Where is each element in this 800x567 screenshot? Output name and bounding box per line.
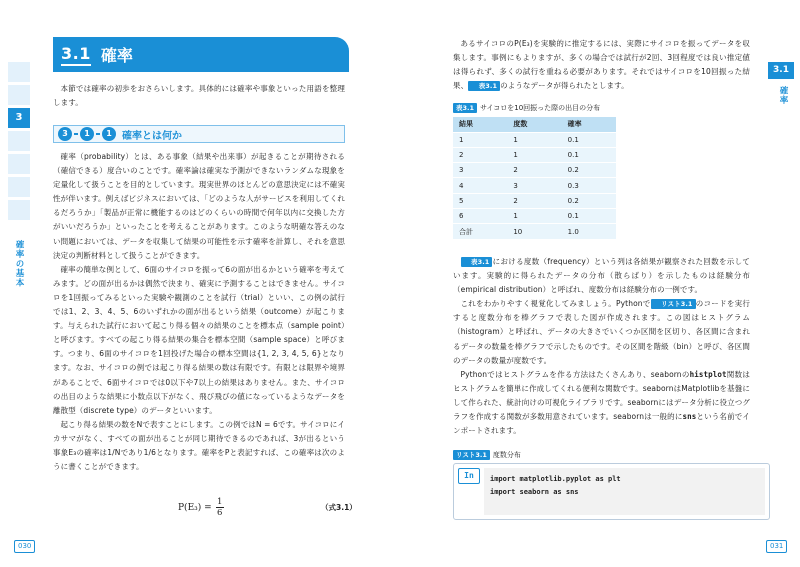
cell: 4 [453,178,507,193]
numerator: 1 [216,497,223,507]
table-caption [453,103,600,113]
cell: 0.1 [562,208,616,223]
subsection-num-3: 1 [102,127,116,141]
paragraph-text: における度数（frequency）という列は各結果が観察された回数を示しています。実験的に得られたデータの分布（散らばり）を示したものは経験分布（empirical distribution）と呼ばれ、度数分布は経験分布の一例です。 [453,257,750,295]
cell: 3 [453,163,507,178]
table-row [453,178,616,193]
subsection-header [53,125,345,143]
paragraph-text: のコードを実行すると度数分布を棒グラフで表した図が作成されます。この図はヒストグラム（histogram）と呼ばれ、データの大きさでいくつか区間を区切り、各区間に含まれるデータの数量を棒グラフで示したものです。その区間を階級（bin）と呼び、各区間のデータの数量が度数です。 [453,299,750,365]
cell: 合計 [453,224,507,239]
body-text-right [453,255,750,438]
fraction [216,497,224,518]
table-ref-badge[interactable]: 表3.1 [461,257,493,267]
header-probability: 確率 [562,117,616,132]
code-listing [453,463,770,520]
table-total-row [453,224,616,239]
table-caption-text: サイコロを10回振った際の出目の分布 [480,104,601,112]
intro-tail: のようなデータが得られたとします。 [500,81,629,91]
section-tab-right[interactable]: 3.1 [768,62,794,79]
chapter-vertical-label: 確率の基本 [14,240,24,288]
chapter-tab[interactable] [8,177,30,197]
paragraph-text: という名前でインポートされます。 [453,412,750,436]
chapter-tab-active[interactable]: 3 [8,108,30,128]
body-text-left [53,150,345,474]
subsection-title: 確率とは何か [122,130,182,142]
dash [74,133,78,135]
header-result: 結果 [453,117,507,132]
table-row [453,132,616,147]
inline-code: histplot [689,369,727,379]
paragraph [453,37,750,93]
chapter-tab[interactable] [8,154,30,174]
code-line: import seaborn as sns [490,488,579,496]
header-frequency: 度数 [507,117,561,132]
cell: 0.1 [562,147,616,162]
cell: 0.2 [562,193,616,208]
section-number: 3.1 [61,44,91,66]
cell: 10 [507,224,561,239]
code-box[interactable] [484,468,765,515]
table-header-row [453,117,616,132]
page-number-left: 030 [14,540,35,553]
cell: 1 [507,132,561,147]
section-intro [53,82,345,110]
frequency-table [453,117,616,239]
section-vertical-label: 確率 [778,86,788,105]
chapter-tabs [8,62,30,223]
right-intro [453,37,750,93]
cell: 0.2 [562,163,616,178]
paragraph: 確率の簡単な例として、6面のサイコロを振って6の面が出るかという確率を考えてみます。どの面が出るかは偶然で決まり、確実に予測することはできません。サイコロを1回振ってみるといった実験や観測のことを試行（trial）といい、この例の試行では1、2、3、4、5、6のいずれかの面が出るという結果（outcome）が起こります。与えられた試行において起こり得る個々の結果のことを標本点（sample point）と呼びます。すべての起こり得る結果の集合を標本空間（sample space）と呼びます。つまり、6面のサイコロを1回投げた場合の標本空間は{1, 2, 3, 4, 5, 6}となります。なお、サイコロの例では起こり得る結果の数は有限です。有限とは限界や境界があることで、6面サイコロでは0以下や7以上の結果はありません。また、サイコロの出目のような結果に小数点以下がなく、飛び飛びの値になっているようなデータを離散型（discrete type）のデータといいます。 [53,264,345,415]
cell: 1 [453,132,507,147]
chapter-tab[interactable] [8,131,30,151]
page-number-right: 031 [766,540,787,553]
cell: 1 [507,147,561,162]
cell: 1.0 [562,224,616,239]
dash [96,133,100,135]
paragraph [453,255,750,297]
cell: 2 [507,163,561,178]
cell: 6 [453,208,507,223]
paragraph: 起こり得る結果の数をNで表すことにします。この例ではN = 6です。サイコロにイカサマがなく、すべての面が出ることが同じ期待できるのであれば、3が出るという事象E₃の確率は1/Nであり1/6となります。確率をPと表記すれば、この確率は次のように書くことができます。 [53,419,345,472]
paragraph: 確率（probability）とは、ある事象（結果や出来事）が起きることが期待される（確信できる）度合いのことです。確率論は確実な予測ができないランダムな現象を定量化して扱うことを目的としています。現実世界のほとんどの意思決定には不確実性が伴います。例えばビジネスにおいては、「どのような人がサービスを利用してくれるだろうか」「製品が正常に機能するのはどのくらいの時間で何年以内に交換した方がいいだろうか」といったことを考えることがあります。このような明確な答えのない問題においては、データを収集して結果の可能性を示す確率を計算し、それを意思決定の判断材料として扱うことができます。 [53,152,345,260]
subsection-num-2: 1 [80,127,94,141]
chapter-tab[interactable] [8,62,30,82]
cell: 1 [507,208,561,223]
paragraph-text: Pythonではヒストグラムを作る方法はたくさんあり、seabornの [460,369,690,379]
listing-ref-badge[interactable]: リスト3.1 [651,299,696,309]
table-badge: 表3.1 [453,103,477,113]
cell: 5 [453,193,507,208]
section-title: 確率 [100,46,133,65]
table-row [453,208,616,223]
code-line: import matplotlib.pyplot as plt [490,475,621,483]
equation [178,497,224,518]
equation-lhs: P(E₃) = [178,502,212,513]
paragraph [453,368,750,438]
equation-label: （式3.1） [321,503,357,512]
cell: 0.1 [562,132,616,147]
inline-code: sns [682,412,697,422]
listing-caption-text: 度数分布 [492,451,521,459]
cell: 0.3 [562,178,616,193]
paragraph-text: 関数はヒストグラムを簡単に作成してくれる便利な関数です。seabornはMatplotlibを基盤にして作られた、統計向けの可視化ライブラリです。seabornにはデータ分析に役立つグラフを作成する関数が多数用意されています。seabornは一般的に [453,369,750,422]
section-header [53,37,349,72]
intro-text: あるサイコロのP(E₃)を実験的に推定するには、実際にサイコロを振ってデータを収集します。事例にもよりますが、多くの場合では試行が2回、3回程度では良い推定値は得られず、多くの試行を重ねる必要があります。それではサイコロを10回振った結果、 [453,39,750,91]
listing-caption [453,450,521,460]
listing-badge: リスト3.1 [453,450,490,460]
table-row [453,193,616,208]
denominator: 6 [216,508,223,518]
table-row [453,163,616,178]
input-label: In [458,468,480,484]
table-ref-badge[interactable]: 表3.1 [468,81,500,91]
cell: 3 [507,178,561,193]
paragraph-text: これをわかりやすく視覚化してみましょう。Pythonで [460,299,651,309]
cell: 2 [507,193,561,208]
subsection-num-1: 3 [58,127,72,141]
chapter-tab[interactable] [8,200,30,220]
table-row [453,147,616,162]
intro-paragraph: 本節では確率の初歩をおさらいします。具体的には確率や事象といった用語を整理します。 [53,84,345,108]
chapter-tab[interactable] [8,85,30,105]
paragraph [453,297,750,367]
cell: 2 [453,147,507,162]
